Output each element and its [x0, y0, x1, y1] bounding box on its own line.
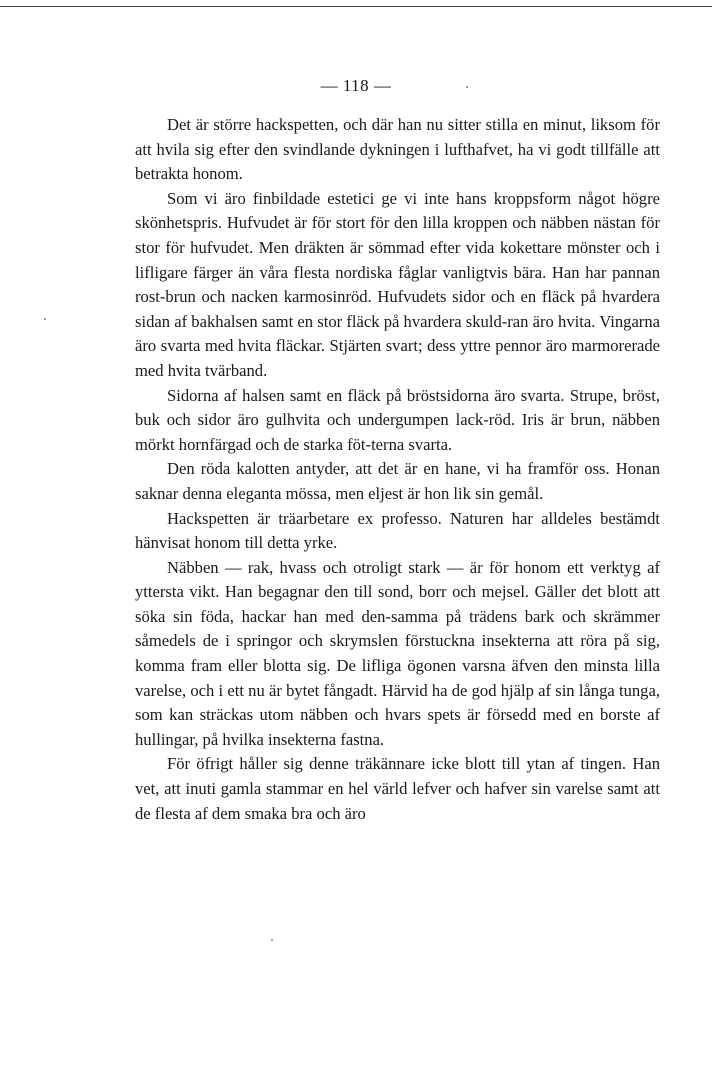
paragraph: Näbben — rak, hvass och otroligt stark — är för honom ett verktyg af yttersta vikt. Han begagnar den till sond, borr och mejsel. Gäller det blott att söka sin föda, hackar han med den-samma på trädens bark och skrämmer såmedels de i springor och skrymslen förstuckna insekterna att röra på sig, komma fram eller blotta sig. De lifliga ögonen varsna äfven den minsta lilla varelse, och i ett nu är bytet fångadt. Härvid ha de god hjälp af sin långa tunga, som kan sträckas utom näbben och hvars spets är försedd med en borste af hullingar, på hvilka insekterna fastna.	[135, 557, 660, 749]
paragraph: Som vi äro finbildade estetici ge vi inte hans kroppsform något högre skönhetspris. Hufvudet är för stort för den lilla kroppen och näbben nästan för stor för hufvudet. Men dräkten är sömmad efter vida kokettare mönster och i lifligare färger än våra flesta nordiska fåglar vanligtvis bära. Han har pannan rost-brun och nacken karmosinröd. Hufvudets sidor och en fläck på hvardera sidan af bakhalsen samt en stor fläck på hvardera skuld-ran äro hvita. Vingarna äro svarta med hvita fläckar. Stjärten svart; dess yttre pennor äro marmorerade med hvita tvärband.	[135, 188, 660, 380]
paper-speck	[466, 86, 468, 88]
paragraph: Sidorna af halsen samt en fläck på bröstsidorna äro svarta. Strupe, bröst, buk och sidor äro gulhvita och undergumpen lack-röd. Iris är brun, näbben mörkt hornfärgad och de starka föt-terna svarta.	[135, 385, 660, 454]
paragraph: Den röda kalotten antyder, att det är en hane, vi ha framför oss. Honan saknar denna eleganta mössa, men eljest är hon lik sin gemål.	[135, 459, 660, 503]
paper-speck	[44, 318, 46, 320]
paper-speck	[271, 939, 273, 941]
top-border-rule	[0, 6, 712, 7]
body-text	[135, 113, 660, 826]
page-number: — 118 —	[320, 76, 392, 95]
paragraph: Hackspetten är träarbetare ex professo. Naturen har alldeles bestämdt hänvisat honom till detta yrke.	[135, 508, 660, 553]
paragraph: Det är större hackspetten, och där han nu sitter stilla en minut, liksom för att hvila sig efter den svindlande dykningen i lufthafvet, ha vi godt tillfälle att betrakta honom.	[135, 115, 660, 184]
paragraph: För öfrigt håller sig denne träkännare icke blott till ytan af tingen. Han vet, att inuti gamla stammar en hel värld lefver och hafver sin varelse samt att de flesta af dem smaka bra och äro	[135, 754, 660, 823]
